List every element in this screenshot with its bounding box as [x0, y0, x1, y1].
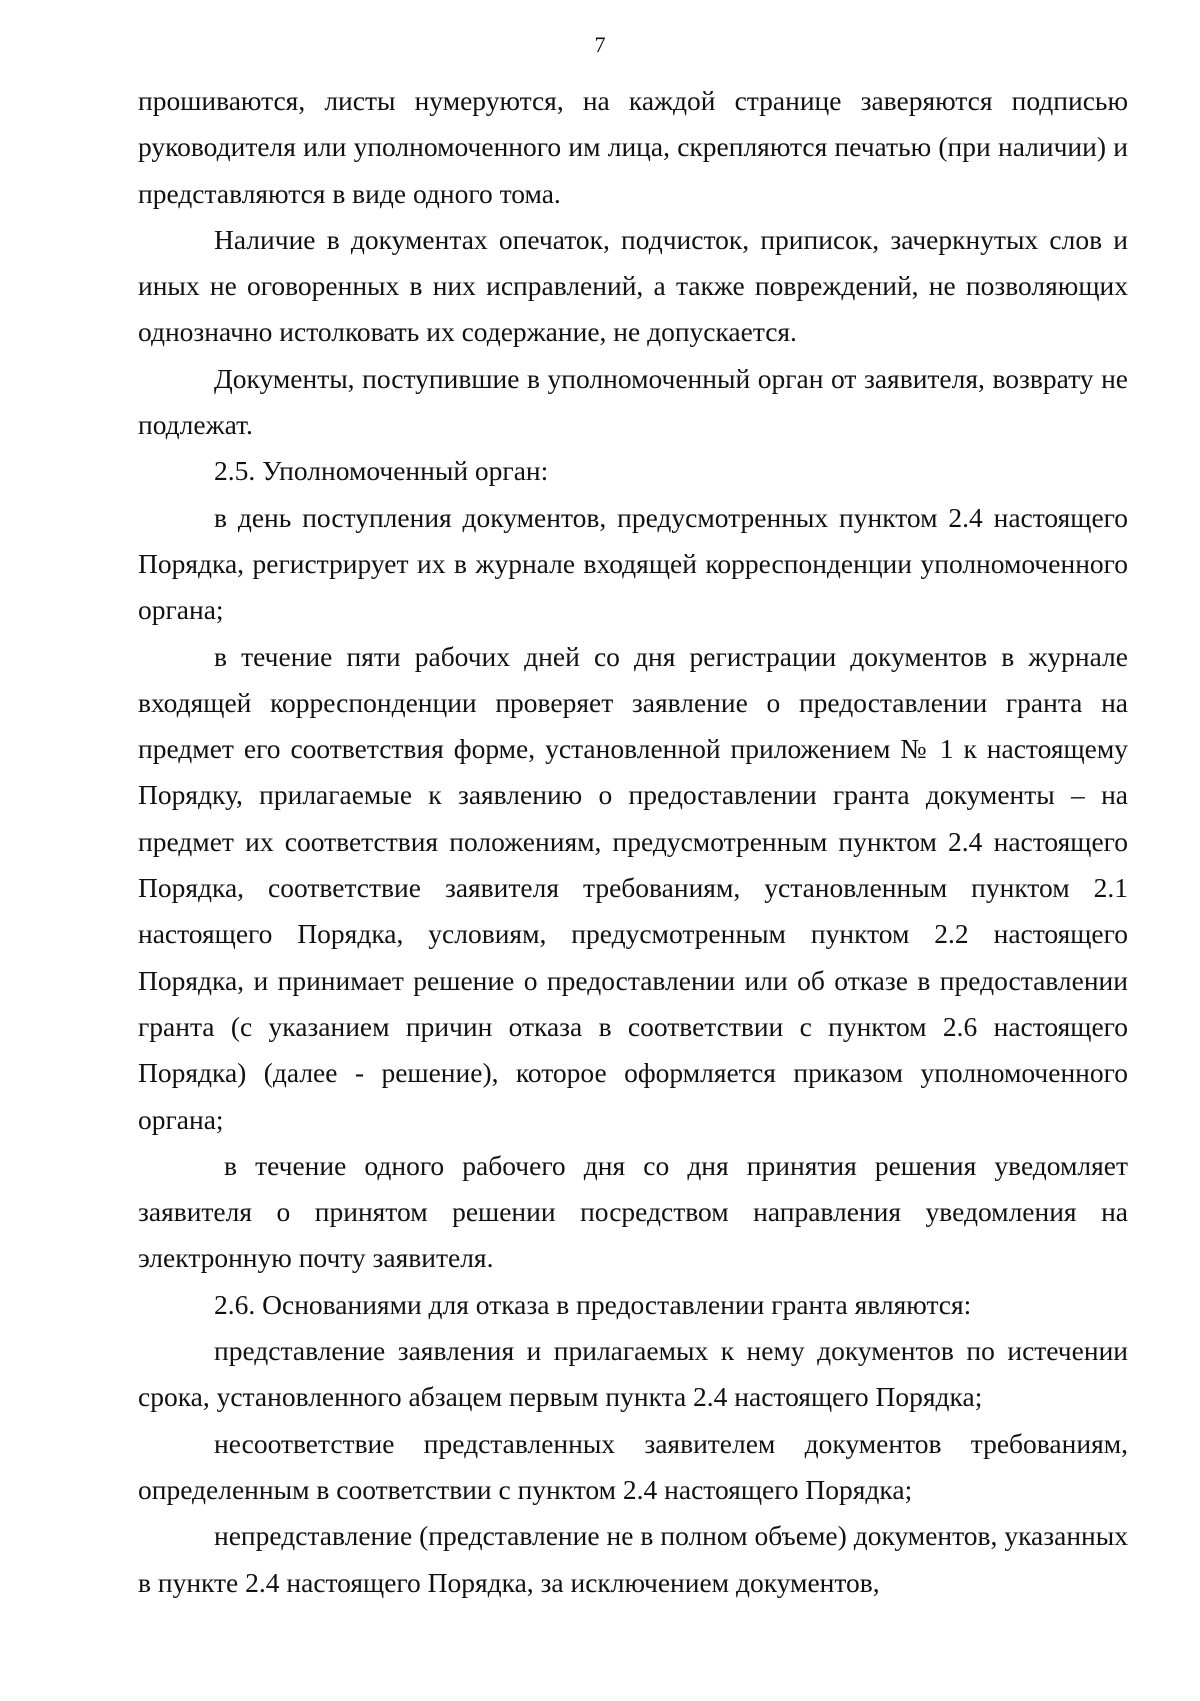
section-heading-2-5: 2.5. Уполномоченный орган:: [214, 455, 549, 487]
paragraph-refusal-late-submission: представление заявления и прилагаемых к нему документов по истечении срока, установленного абзацем первым пункта 2.4 настоящего Порядка;: [138, 1335, 1128, 1413]
paragraph-typos-not-allowed: Наличие в документах опечаток, подчисток, приписок, зачеркнутых слов и иных не оговоренных в них исправлений, а также повреждений, не позволяющих однозначно истолковать их содержание, не допускается.: [138, 223, 1128, 348]
paragraph-review-period: в течение пяти рабочих дней со дня регистрации документов в журнале входящей корреспонденции проверяет заявление о предоставлении гранта на предмет его соответствия форме, установленной приложением № 1 к настоящему Порядку, прилагаемые к заявлению о предоставлении гранта документы – на предмет их соответствия положениям, предусмотренным пунктом 2.4 настоящего Порядка, соответствие заявителя требованиям, установленным пунктом 2.1 настоящего Порядка, условиям, предусмотренным пунктом 2.2 настоящего Порядка, и принимает решение о предоставлении или об отказе в предоставлении гранта (с указанием причин отказа в соответствии с пунктом 2.6 настоящего Порядка) (далее - решение), которое оформляется приказом уполномоченного органа;: [138, 640, 1128, 1135]
document-body: [138, 78, 1128, 1606]
section-heading-2-6: 2.6. Основаниями для отказа в предоставлении гранта являются:: [214, 1288, 972, 1320]
paragraph-refusal-noncompliance: несоответствие представленных заявителем документов требованиям, определенным в соответствии с пунктом 2.4 настоящего Порядка;: [138, 1427, 1128, 1505]
paragraph-registration: в день поступления документов, предусмотренных пунктом 2.4 настоящего Порядка, регистрирует их в журнале входящей корреспонденции уполномоченного органа;: [138, 501, 1128, 626]
paragraph-notification: в течение одного рабочего дня со дня принятия решения уведомляет заявителя о принятом решении посредством направления уведомления на электронную почту заявителя.: [138, 1149, 1128, 1274]
paragraph-binding-continued: прошиваются, листы нумеруются, на каждой странице заверяются подписью руководителя или уполномоченного им лица, скрепляются печатью (при наличии) и представляются в виде одного тома.: [138, 85, 1128, 209]
paragraph-documents-not-returned: Документы, поступившие в уполномоченный орган от заявителя, возврату не подлежат.: [138, 362, 1128, 441]
paragraph-refusal-incomplete: непредставление (представление не в полном объеме) документов, указанных в пункте 2.4 настоящего Порядка, за исключением документов,: [138, 1520, 1128, 1598]
page-number: 7: [594, 32, 606, 57]
